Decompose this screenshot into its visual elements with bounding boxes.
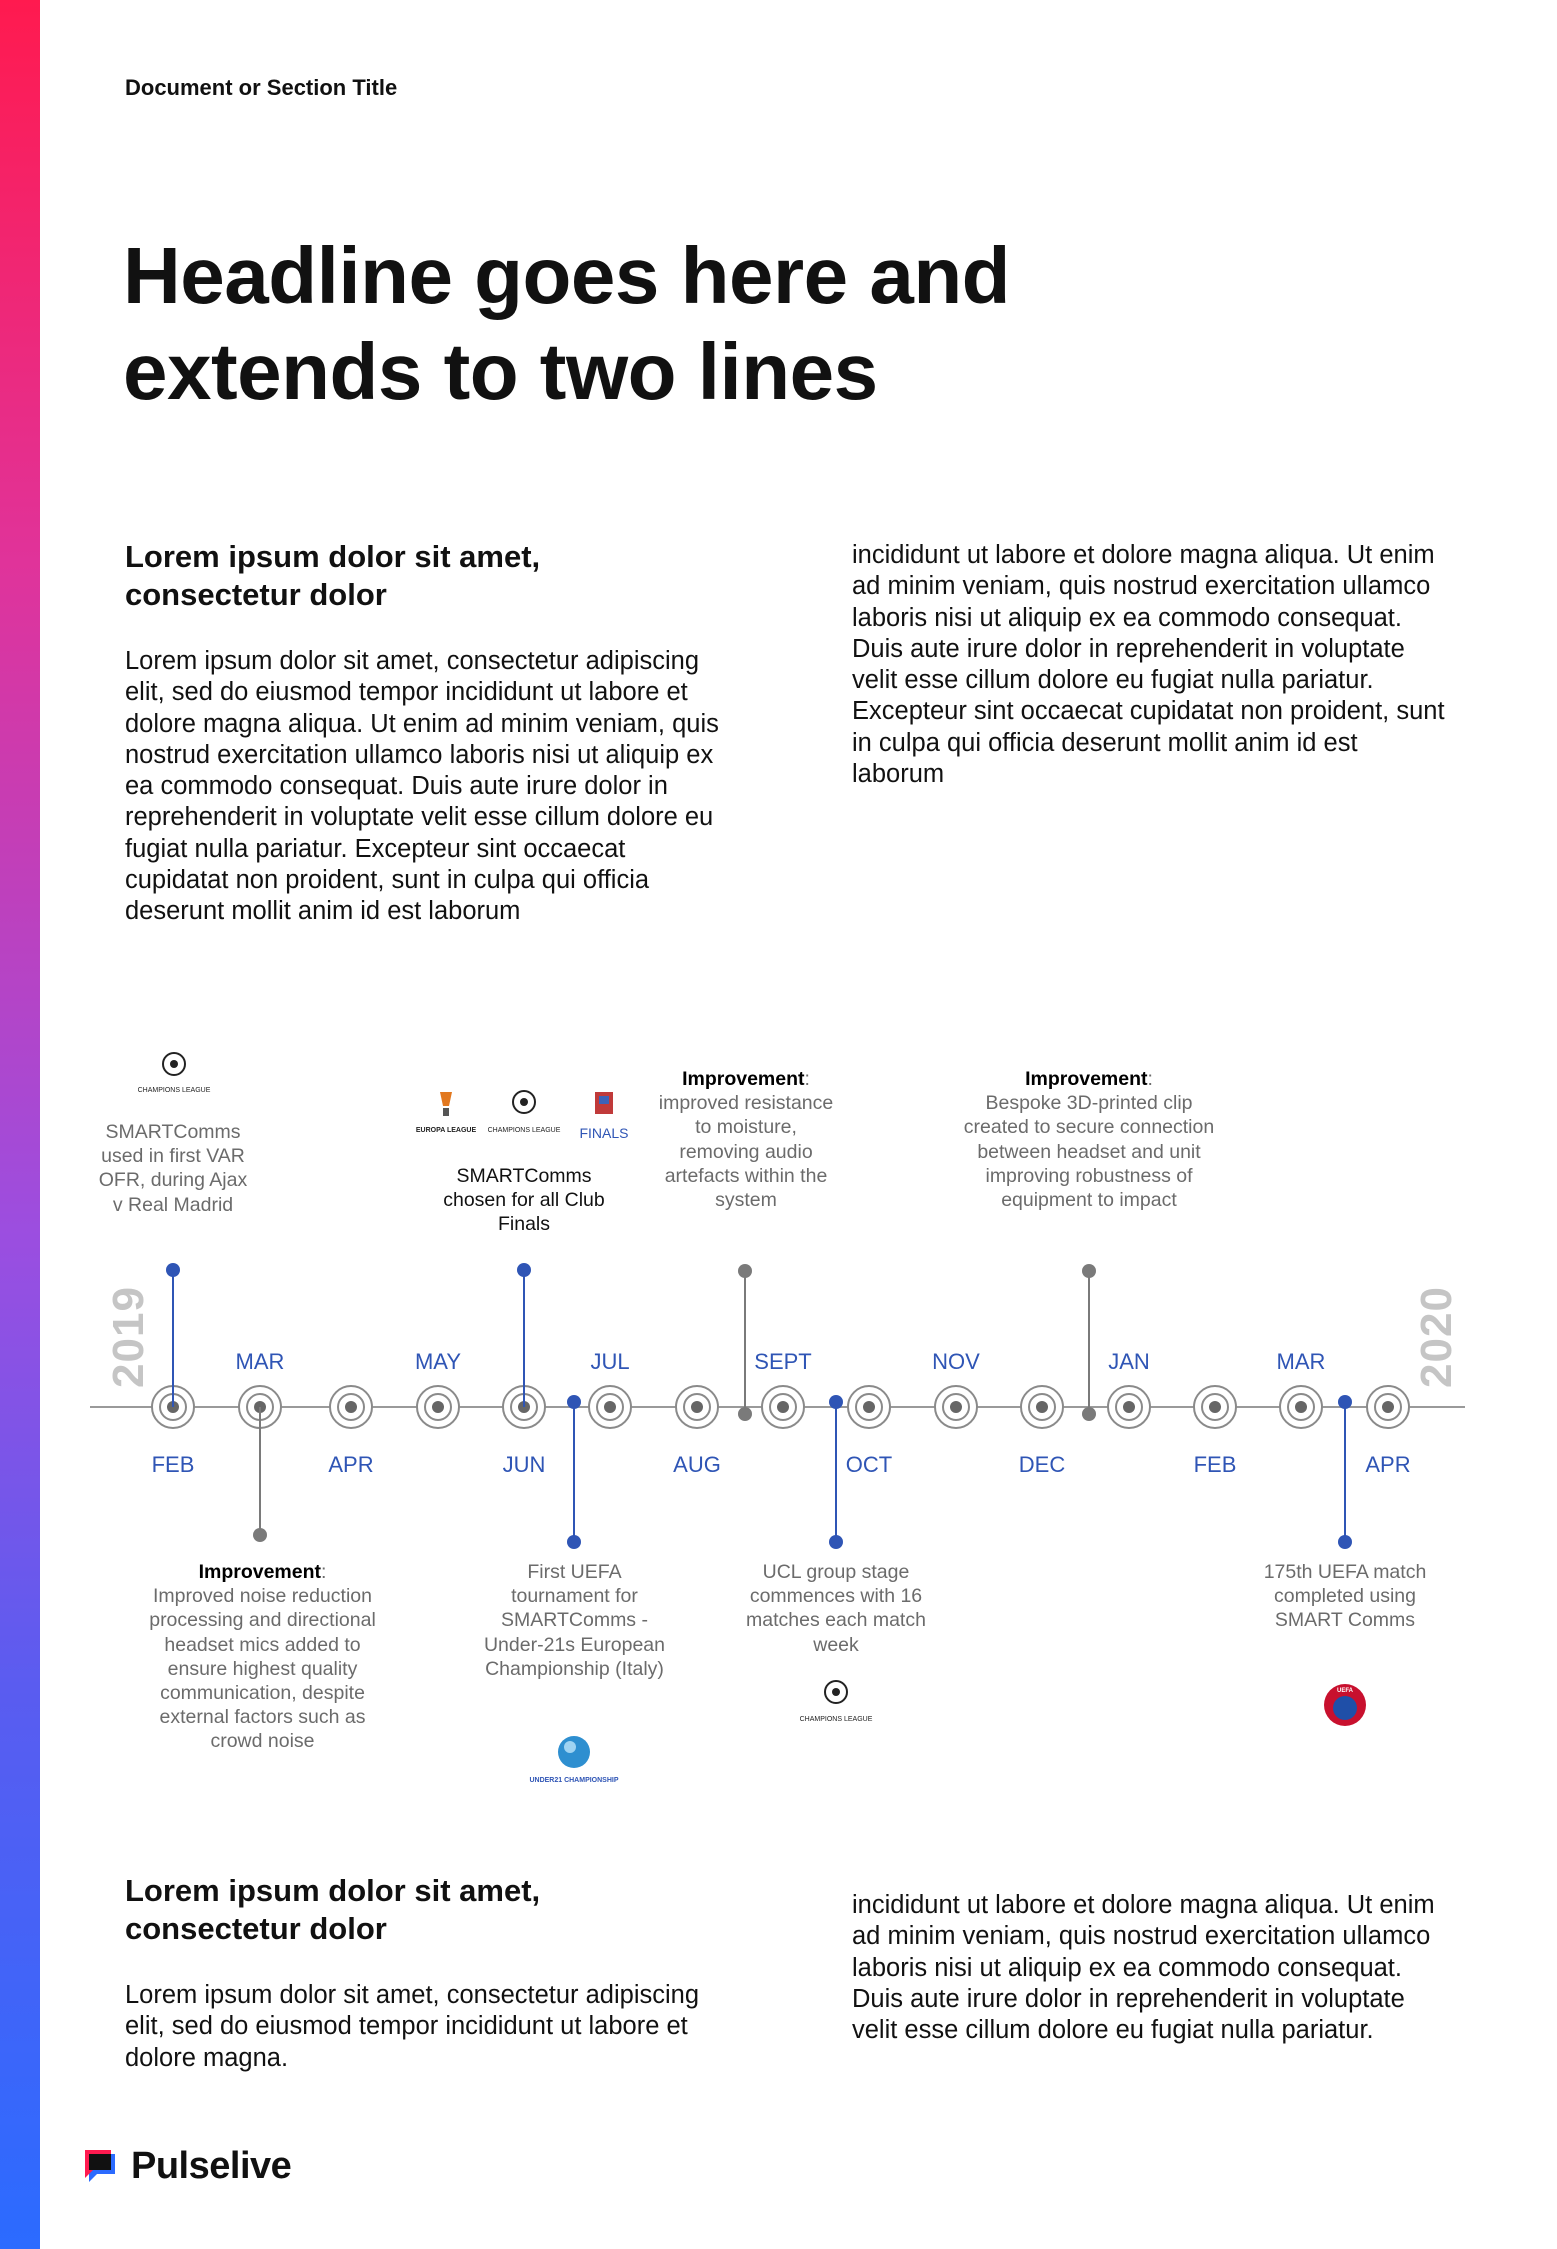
logo-6-caption: CHAMPIONS LEAGUE	[799, 1716, 873, 1723]
section-title: Document or Section Title	[125, 75, 398, 100]
intro-subheading: Lorem ipsum dolor sit amet, consectetur dolor	[125, 539, 541, 612]
month-label-mar-2019: MAR	[235, 1349, 285, 1374]
node-apr-2020	[1367, 1386, 1409, 1428]
event-noise: Improvement: Improved noise reduction processing and directional headset mics added to ensure highest quality communication, despite external factors such as crowd noise	[149, 1561, 376, 1753]
event-noise-label: Improvement	[198, 1561, 322, 1583]
champions-league-logo-2	[488, 1091, 561, 1134]
logo-2-caption: EUROPA LEAGUE	[415, 1127, 477, 1134]
month-label-oct-2019: OCT	[845, 1452, 893, 1477]
node-sept-2019	[762, 1386, 804, 1428]
uefa-logo	[1324, 1684, 1366, 1726]
headline-line-1: Headline goes here and	[123, 231, 1011, 320]
event-moisture-label: Improvement	[682, 1068, 805, 1090]
headline	[123, 228, 1223, 420]
node-nov-2019	[935, 1386, 977, 1428]
month-label-apr-2019: APR	[328, 1452, 374, 1477]
logo-4-caption: FINALS	[579, 1125, 629, 1141]
year-start-label: 2019	[103, 1286, 153, 1388]
champions-league-logo-1	[138, 1053, 211, 1094]
month-label-nov-2019: NOV	[932, 1349, 980, 1374]
event-var-text: SMARTComms used in first VAR OFR, during Ajax v Real Madrid	[98, 1121, 248, 1216]
node-jan-2020	[1108, 1386, 1150, 1428]
event-175-text: 175th UEFA match completed using SMART Comms	[1263, 1561, 1427, 1632]
month-label-jan-2020: JAN	[1108, 1349, 1150, 1374]
event-moisture: Improvement: improved resistance to moisture, removing audio artefacts within the system	[658, 1068, 834, 1212]
champions-league-logo-3	[800, 1681, 873, 1723]
nations-league-finals-logo	[579, 1092, 628, 1141]
year-end-label: 2020	[1411, 1286, 1461, 1388]
event-club-finals-text: SMARTComms chosen for all Club Finals	[443, 1165, 605, 1236]
node-dec-2019	[1021, 1386, 1063, 1428]
month-label-apr-2020: APR	[1365, 1452, 1411, 1477]
event-ucl-text: UCL group stage commences with 16 matches each match week	[746, 1561, 926, 1656]
intro-body-right: incididunt ut labore et dolore magna aliqua. Ut enim ad minim veniam, quis nostrud exercitation ullamco laboris nisi ut aliquip ex ea commodo consequat. Duis aute irure dolor in reprehenderit in voluptate velit esse cillum dolore eu fugiat nulla pariatur. Excepteur sint occaecat cupidatat non proident, sunt in culpa qui officia deserunt mollit anim id est laborum	[852, 541, 1445, 789]
brand-name: Pulselive	[131, 2145, 292, 2187]
outro-subheading: Lorem ipsum dolor sit amet, consectetur dolor	[125, 1873, 541, 1946]
month-label-jul-2019: JUL	[590, 1349, 630, 1374]
month-label-may-2019: MAY	[414, 1349, 462, 1374]
month-label-dec-2019: DEC	[1018, 1452, 1066, 1477]
month-label-aug-2019: AUG	[673, 1452, 721, 1477]
node-feb-2020	[1194, 1386, 1236, 1428]
intro-body-left: Lorem ipsum dolor sit amet, consectetur adipiscing elit, sed do eiusmod tempor incididunt ut labore et dolore magna aliqua. Ut enim ad minim veniam, quis nostrud exercitation ullamco laboris nisi ut aliquip ex ea commodo consequat. Duis aute irure dolor in reprehenderit in voluptate velit esse cillum dolore eu fugiat nulla pariatur. Excepteur sint occaecat cupidatat non proident, sunt in culpa qui officia deserunt mollit anim id est laborum	[125, 647, 719, 926]
event-u21-text: First UEFA tournament for SMARTComms - Under-21s European Championship (Italy)	[483, 1561, 666, 1680]
event-noise-text: Improved noise reduction processing and directional headset mics added to ensure highest quality communication, despite external factors such as crowd noise	[149, 1585, 376, 1753]
month-label-sept-2019: SEPT	[754, 1349, 812, 1374]
event-moisture-text: improved resistance to moisture, removing audio artefacts within the system	[658, 1092, 834, 1212]
node-may-2019	[417, 1386, 459, 1428]
outro-body-right: incididunt ut labore et dolore magna aliqua. Ut enim ad minim veniam, quis nostrud exercitation ullamco laboris nisi ut aliquip ex ea commodo consequat. Duis aute irure dolor in reprehenderit in voluptate velit esse cillum dolore eu fugiat nulla pariatur.	[852, 1891, 1435, 2045]
node-aug-2019	[676, 1386, 718, 1428]
europa-league-logo	[416, 1092, 477, 1134]
pulselive-mark-icon	[85, 2150, 125, 2184]
outro-body-left: Lorem ipsum dolor sit amet, consectetur adipiscing elit, sed do eiusmod tempor incididunt ut labore et dolore magna.	[125, 1981, 700, 2072]
node-jul-2019	[589, 1386, 631, 1428]
event-clip: Improvement: Bespoke 3D-printed clip created to secure connection between headset and unit improving robustness of equipment to impact	[963, 1068, 1215, 1212]
under21-logo	[529, 1736, 618, 1784]
month-label-mar-2020: MAR	[1276, 1349, 1326, 1374]
node-oct-2019	[848, 1386, 890, 1428]
logo-7-caption: UEFA	[1336, 1688, 1354, 1694]
event-clip-label: Improvement	[1025, 1068, 1148, 1090]
month-label-feb-2019: FEB	[151, 1452, 195, 1477]
logo-5-caption: UNDER21 CHAMPIONSHIP	[529, 1777, 619, 1784]
logo-3-caption: CHAMPIONS LEAGUE	[487, 1127, 561, 1134]
node-apr-2019	[330, 1386, 372, 1428]
logo-1-caption: CHAMPIONS LEAGUE	[137, 1087, 211, 1094]
month-label-jun-2019: JUN	[502, 1452, 546, 1477]
headline-line-2: extends to two lines	[123, 327, 878, 416]
pulselive-logo	[85, 2145, 291, 2188]
node-mar-2020	[1280, 1386, 1322, 1428]
event-clip-text: Bespoke 3D-printed clip created to secure connection between headset and unit improving robustness of equipment to impact	[963, 1092, 1215, 1212]
month-nodes	[152, 1386, 1409, 1428]
month-label-feb-2020: FEB	[1193, 1452, 1237, 1477]
